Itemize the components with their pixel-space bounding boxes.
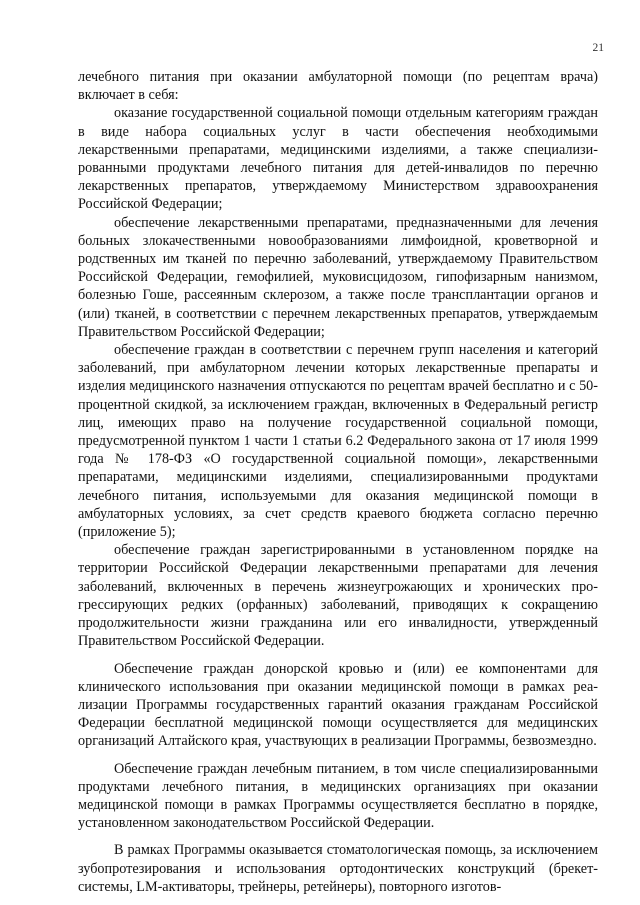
paragraph-nutrition: Обеспечение граждан лечебным питанием, в том числе специализированными продуктами лечебного питания, в медицинских организациях при оказании медицинской помощи в рамках Программы осуществляется бесплатно в порядке, установленном законодательством Российской Федерации. xyxy=(78,760,598,832)
paragraph-orphan-drugs: обеспечение граждан зарегистрированными в установленном порядке на территории Российской Федерации лекарственными препаратами для лечения заболеваний, включенных в перечень жизнеугрожающих и хронических прогрессирующих редких (орфанных) заболеваний, приводящих к сокращению продолжительности жизни гражданина или его инвалидности, утвержденный Правительством Российской Федерации. xyxy=(78,542,598,650)
paragraph-dental: В рамках Программы оказывается стоматологическая помощь, за исключением зубопротезирования и использования ортодонтических конструкций (брекет-системы, LM-активаторы, трейнеры, ретейнеры), повторного изготов- xyxy=(78,842,598,895)
paragraph-intro: лечебного питания при оказании амбулаторной помощи (по рецептам врача) включает в себя: xyxy=(78,69,598,104)
paragraph-discount-drugs: обеспечение граждан в соответствии с перечнем групп населения и категорий заболеваний, при амбулаторном лечении которых лекарственные препараты и изделия медицинского назначения отпускаются по рецептам врачей бесплатно и с 50-процентной скидкой, за исключением граждан, включенных в Федеральный регистр лиц, имеющих право на получение государственной социальной помощи, предусмотренной пунктом 1 части 1 статьи 6.2 Федерального закона от 17 июля 1999 года № 178-ФЗ «О государственной социальной помощи», лекарственными препаратами, медицинскими изделиями, специализированными продуктами лечебного питания, используемыми для оказания медицинской помощи в амбулаторных условиях, за счет средств краевого бюджета согласно перечню (приложение 5); xyxy=(78,342,598,541)
paragraph-social-help: оказание государственной социальной помощи отдельным категориям граждан в виде набора социальных услуг в части обеспечения необходимыми лекарственными препаратами, медицинскими изделиями, а также специализированными продуктами лечебного питания для детей-инвалидов по перечню лекарственных препаратов, утверждаемому Министерством здравоохранения Российской Федерации; xyxy=(78,105,598,213)
page-number: 21 xyxy=(592,42,604,54)
paragraph-donor-blood: Обеспечение граждан донорской кровью и (или) ее компонентами для клинического использования при оказании медицинской помощи в рамках реализации Программы государственных гарантий оказания гражданам Российской Федерации бесплатной медицинской помощи осуществляется для медицинских организаций Алтайского края, участвующих в реализации Программы, безвозмездно. xyxy=(78,660,598,750)
document-body xyxy=(78,68,598,896)
paragraph-oncology-drugs: обеспечение лекарственными препаратами, предназначенными для лечения больных злокачественными новообразованиями лимфоидной, кроветворной и родственных им тканей по перечню заболеваний, утверждаемому Правительством Российской Федерации, гемофилией, муковисцидозом, гипофизарным нанизмом, болезнью Гоше, рассеянным склерозом, а также после трансплантации органов и (или) тканей, в соответствии с перечнем лекарственных препаратов, утверждаемым Правительством Российской Федерации; xyxy=(78,214,598,340)
